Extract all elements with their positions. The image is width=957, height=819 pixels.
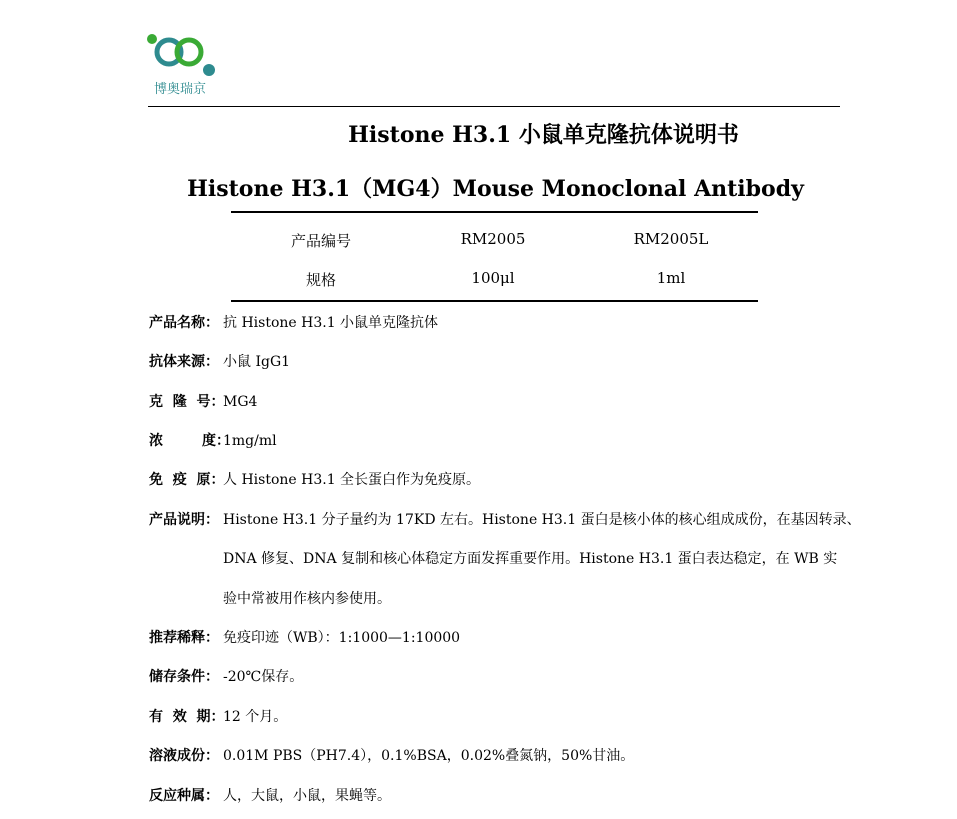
spec-label: 产品编号 bbox=[290, 232, 351, 250]
field-value: -20℃保存。 bbox=[223, 669, 304, 685]
field-row bbox=[149, 313, 219, 333]
field-value-continued: 验中常被用作核内参使用。 bbox=[223, 591, 391, 607]
field-row bbox=[149, 510, 219, 530]
field-row bbox=[149, 628, 219, 648]
field-value: 人 Histone H3.1 全长蛋白作为免疫原。 bbox=[223, 472, 481, 488]
field-row bbox=[149, 352, 219, 372]
field-row bbox=[149, 667, 219, 687]
spec-label: 规格 bbox=[305, 271, 336, 289]
spec-table-bottom-rule bbox=[231, 300, 758, 302]
field-value: 免疫印迹（WB）：1:1000—1:10000 bbox=[223, 630, 461, 646]
field-label: 推荐稀释： bbox=[149, 630, 219, 646]
header-divider bbox=[148, 106, 840, 107]
field-row bbox=[149, 470, 225, 490]
field-label: 抗体来源： bbox=[149, 354, 219, 370]
field-row bbox=[149, 707, 225, 727]
field-value: 12 个月。 bbox=[223, 709, 288, 725]
field-label: 克 隆 号： bbox=[149, 394, 225, 410]
spec-table-top-rule bbox=[231, 211, 758, 213]
field-label: 免 疫 原： bbox=[149, 472, 225, 488]
field-label: 储存条件： bbox=[149, 669, 219, 685]
field-value: 0.01M PBS（PH7.4），0.1%BSA，0.02%叠氮钠，50%甘油。 bbox=[223, 748, 635, 764]
field-value: 人，大鼠，小鼠，果蝇等。 bbox=[223, 788, 391, 804]
field-label: 反应种属： bbox=[149, 788, 219, 804]
field-row bbox=[149, 431, 230, 451]
field-label: 有 效 期： bbox=[149, 709, 225, 725]
logo-text: 博奥瑞京 bbox=[154, 82, 207, 97]
spec-value: 1ml bbox=[656, 269, 686, 287]
field-label: 产品说明： bbox=[149, 512, 219, 528]
spec-value: 100μl bbox=[471, 269, 515, 287]
field-value: 小鼠 IgG1 bbox=[223, 354, 291, 370]
field-value: 抗 Histone H3.1 小鼠单克隆抗体 bbox=[223, 315, 439, 331]
field-label: 产品名称： bbox=[149, 315, 219, 331]
field-label: 溶液成份： bbox=[149, 748, 219, 764]
spec-value: RM2005L bbox=[633, 230, 709, 248]
title-english: Histone H3.1（MG4）Mouse Monoclonal Antibody bbox=[187, 176, 804, 202]
field-row bbox=[149, 786, 219, 806]
field-value: 1mg/ml bbox=[223, 433, 277, 449]
field-row bbox=[149, 746, 219, 766]
field-label: 浓 度： bbox=[149, 433, 230, 449]
field-value-continued: DNA 修复、DNA 复制和核心体稳定方面发挥重要作用。Histone H3.1 蛋白表达稳定，在 WB 实 bbox=[223, 551, 838, 567]
title-chinese: Histone H3.1 小鼠单克隆抗体说明书 bbox=[348, 122, 739, 148]
field-row bbox=[149, 392, 225, 412]
field-value: MG4 bbox=[223, 394, 258, 410]
spec-value: RM2005 bbox=[460, 230, 526, 248]
field-value: Histone H3.1 分子量约为 17KD 左右。Histone H3.1 蛋白是核小体的核心组成成份，在基因转录、 bbox=[223, 512, 861, 528]
